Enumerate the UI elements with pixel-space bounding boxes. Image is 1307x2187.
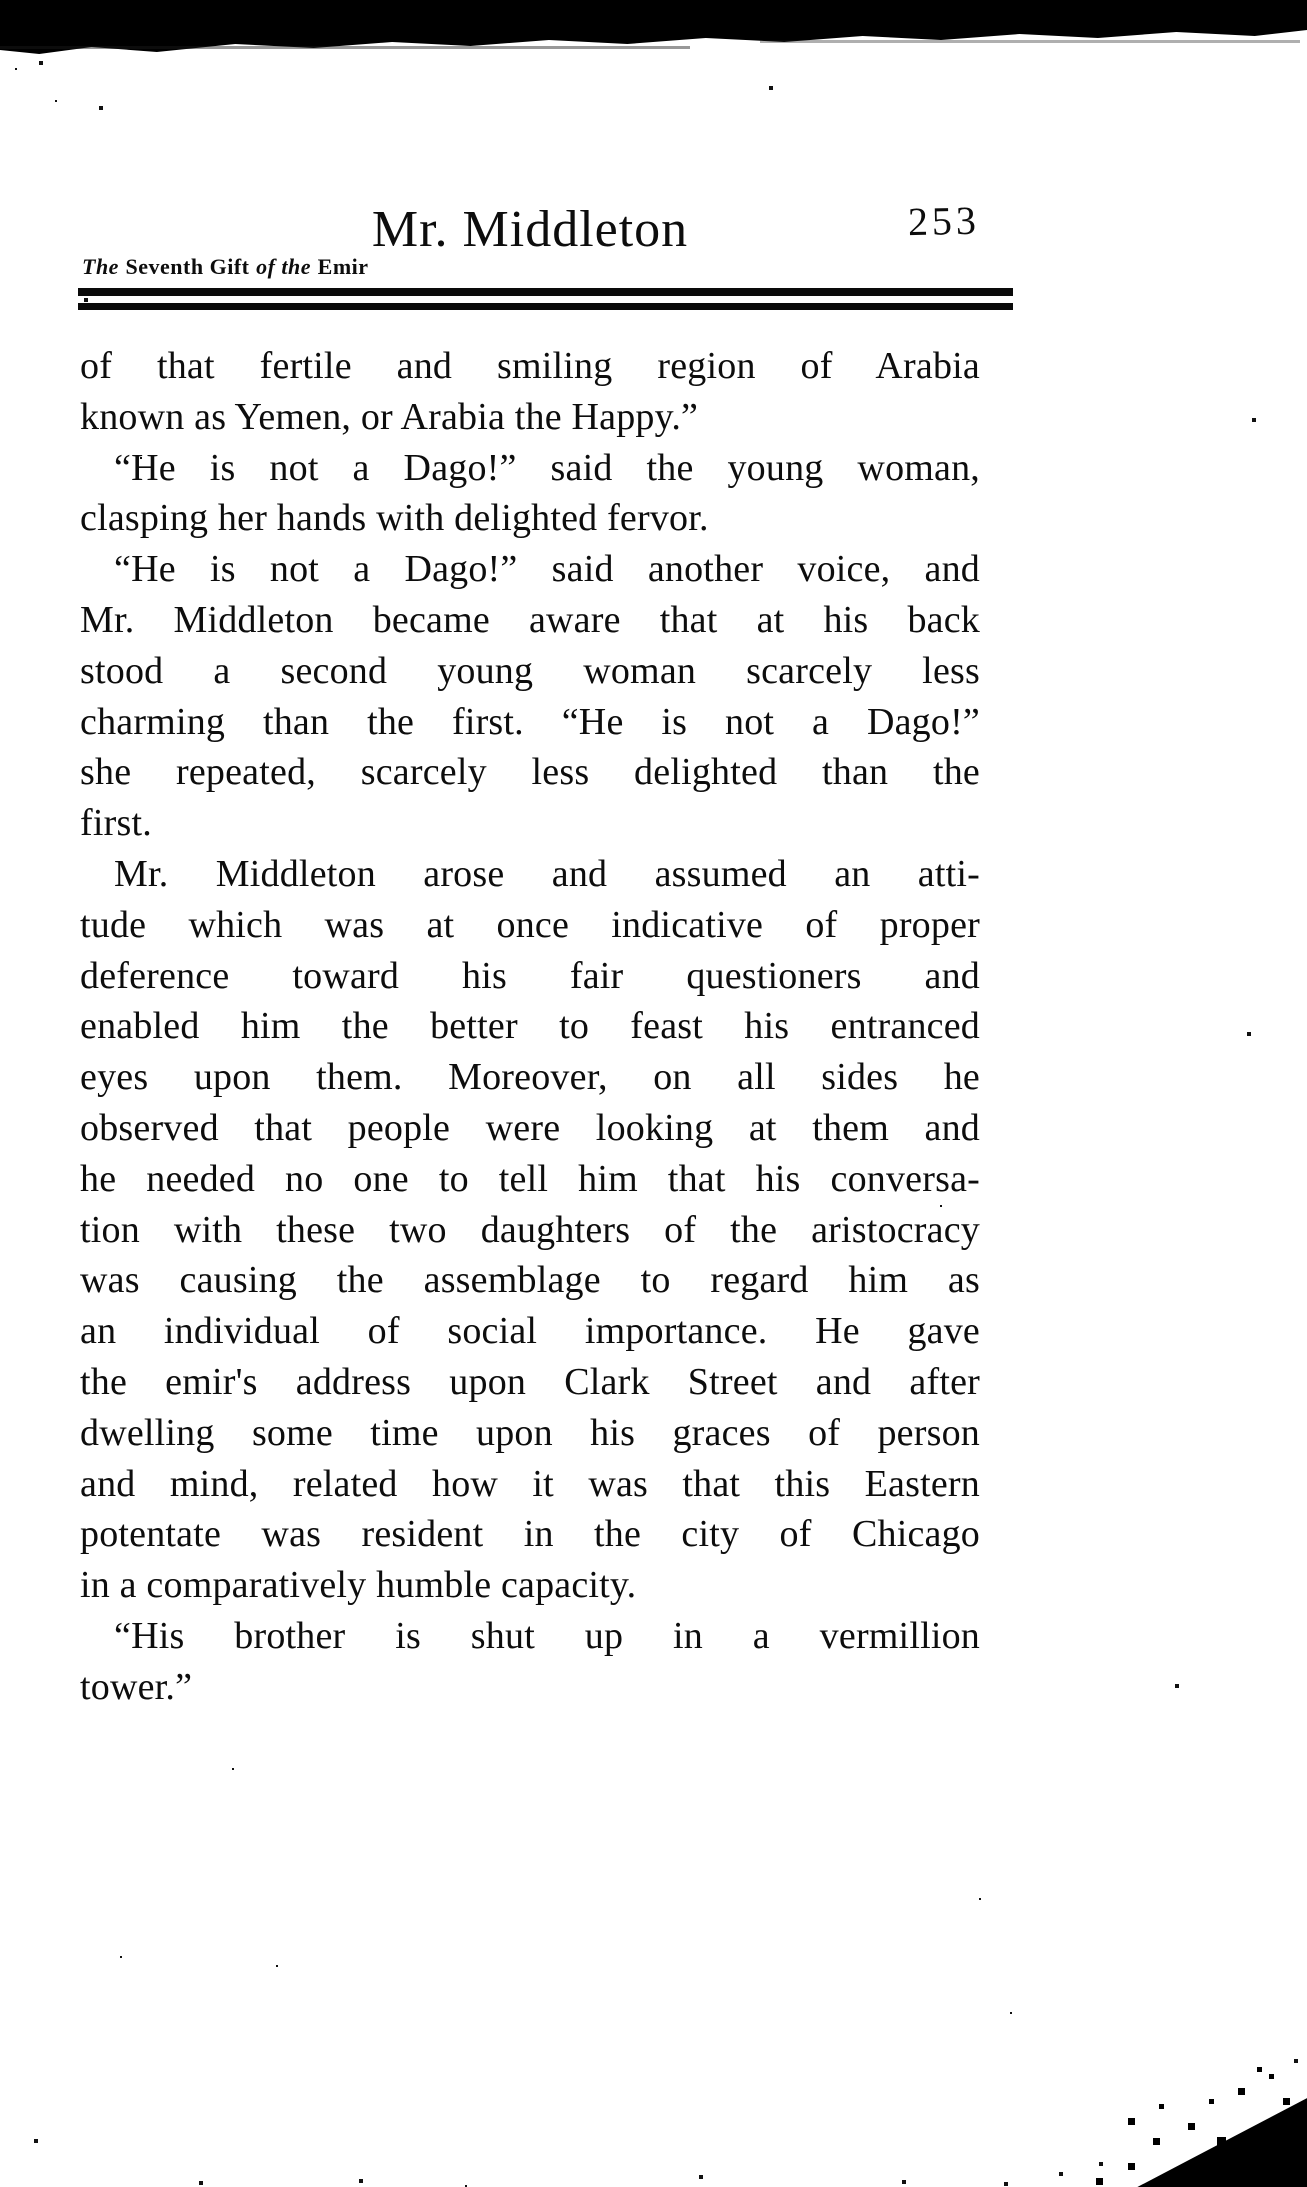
text-line: “He is not a Dago!” said the young woman, bbox=[114, 446, 980, 489]
scan-artifact-top-band bbox=[0, 0, 1307, 58]
text-line: potentate was resident in the city of Chicago bbox=[80, 1513, 980, 1556]
text-line: stood a second young woman scarcely less bbox=[80, 649, 980, 692]
page-number: 253 bbox=[907, 197, 981, 245]
text-line: dwelling some time upon his graces of person bbox=[80, 1411, 980, 1454]
text-line: tion with these two daughters of the aristocracy bbox=[80, 1208, 980, 1251]
header-rule-thick bbox=[78, 288, 1013, 296]
text-line: observed that people were looking at them and bbox=[80, 1106, 980, 1149]
running-title-the: The bbox=[82, 254, 119, 279]
text-line: was causing the assemblage to regard him as bbox=[80, 1259, 980, 1302]
text-line: first. bbox=[80, 802, 152, 845]
scan-artifact-streak bbox=[0, 46, 690, 49]
text-line: he needed no one to tell him that his conversa- bbox=[80, 1157, 980, 1200]
text-line: Mr. Middleton became aware that at his back bbox=[80, 598, 980, 641]
text-line: eyes upon them. Moreover, on all sides he bbox=[80, 1056, 980, 1099]
text-line: she repeated, scarcely less delighted than the bbox=[80, 751, 980, 794]
scan-artifact-corner bbox=[1095, 2060, 1307, 2187]
text-line: “His brother is shut up in a vermillion bbox=[114, 1614, 980, 1657]
scan-artifact-streak bbox=[760, 40, 1300, 43]
text-line: tude which was at once indicative of proper bbox=[80, 903, 980, 946]
text-line: known as Yemen, or Arabia the Happy.” bbox=[80, 395, 699, 438]
text-line: charming than the first. “He is not a Dago!” bbox=[80, 700, 980, 743]
page-title: Mr. Middleton bbox=[371, 201, 689, 258]
running-title-emir: Emir bbox=[317, 254, 369, 279]
running-title bbox=[82, 254, 782, 280]
text-line: enabled him the better to feast his entranced bbox=[80, 1005, 980, 1048]
running-title-seventh-gift: Seventh Gift bbox=[125, 254, 250, 279]
text-line: “He is not a Dago!” said another voice, and bbox=[114, 548, 980, 591]
text-line: tower.” bbox=[80, 1665, 193, 1708]
header-rule-thin bbox=[78, 303, 1013, 310]
text-line: in a comparatively humble capacity. bbox=[80, 1564, 637, 1607]
body-text bbox=[80, 341, 980, 1713]
running-title-of-the: of the bbox=[256, 254, 312, 279]
text-line: and mind, related how it was that this Eastern bbox=[80, 1462, 980, 1505]
text-line: of that fertile and smiling region of Arabia bbox=[80, 345, 980, 387]
text-line: Mr. Middleton arose and assumed an atti- bbox=[114, 852, 980, 895]
text-line: the emir's address upon Clark Street and after bbox=[80, 1360, 980, 1403]
scan-speck-fringe bbox=[0, 0, 3, 3]
text-line: an individual of social importance. He gave bbox=[80, 1310, 980, 1353]
text-line: deference toward his fair questioners and bbox=[80, 954, 980, 997]
text-line: clasping her hands with delighted fervor. bbox=[80, 497, 709, 540]
